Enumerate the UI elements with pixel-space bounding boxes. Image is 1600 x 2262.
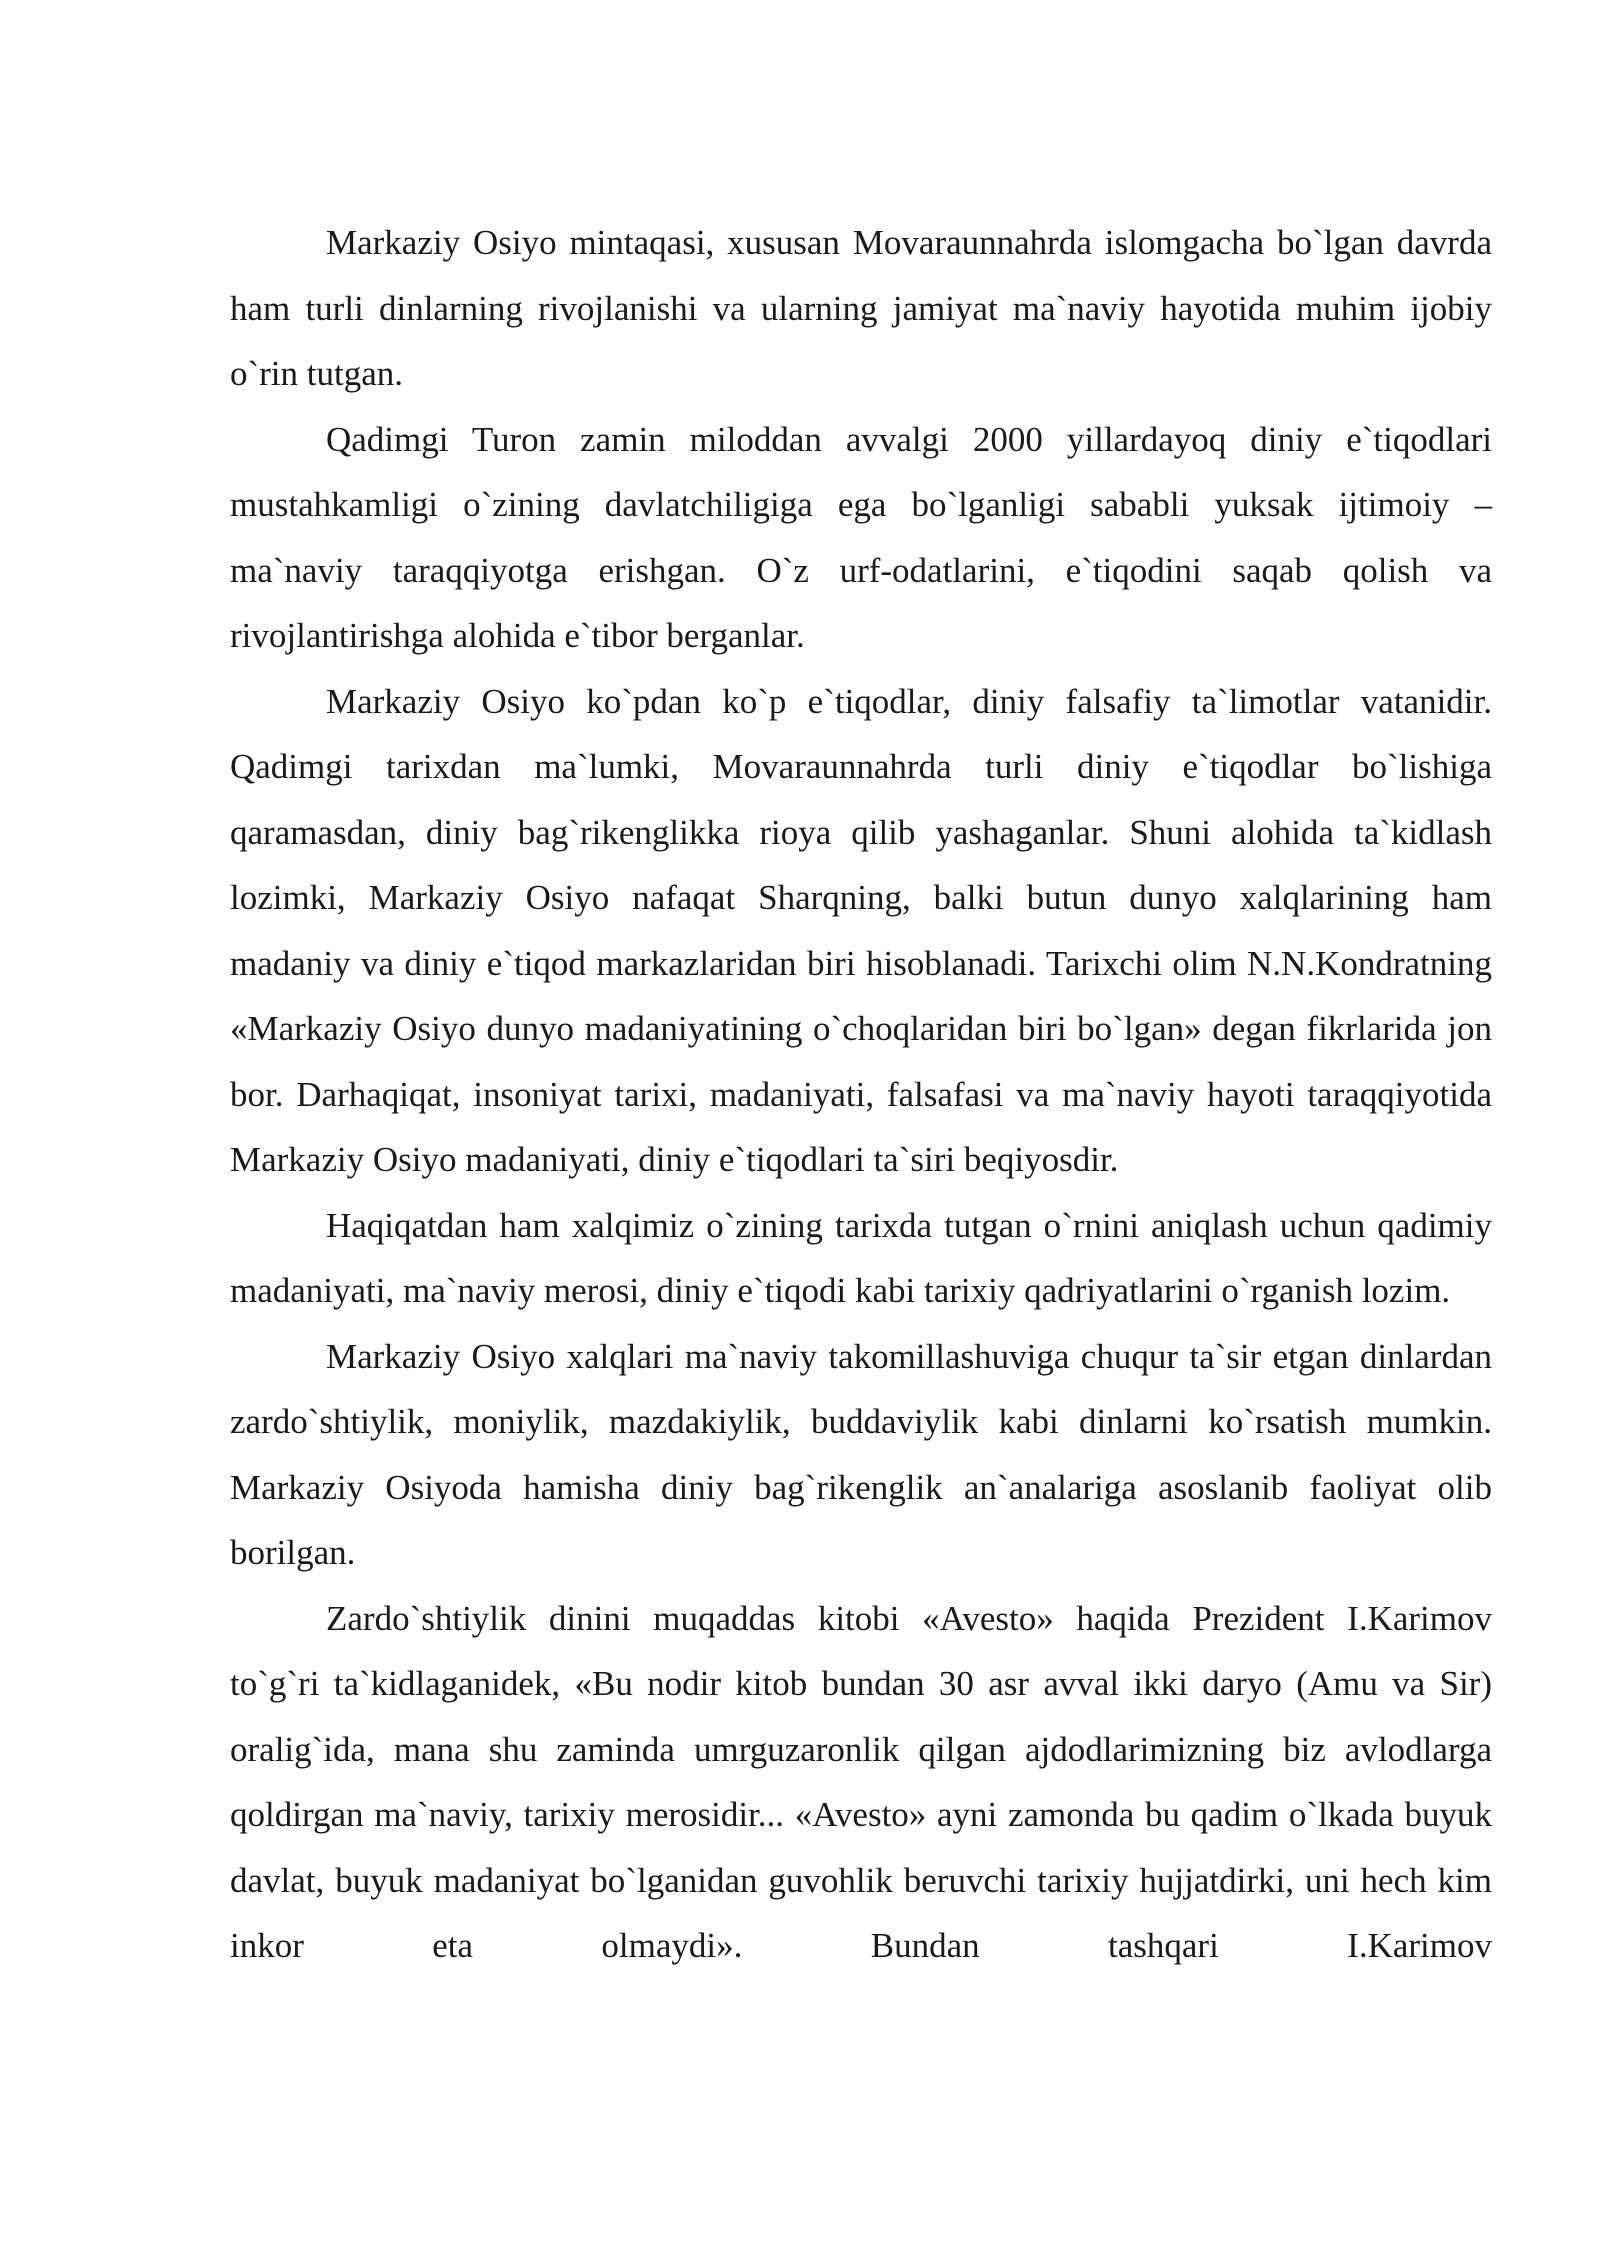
paragraph-4: Haqiqatdan ham xalqimiz o`zining tarixda tutgan o`rnini aniqlash uchun qadimiy madaniyati, ma`naviy merosi, diniy e`tiqodi kabi tarixiy qadriyatlarini o`rganish lozim. — [230, 1205, 1492, 1310]
paragraph-6: Zardo`shtiylik dinini muqaddas kitobi «Avesto» haqida Prezident I.Karimov to`g`ri ta`kidlaganidek, «Bu nodir kitob bundan 30 asr avval ikki daryo (Amu va Sir) oralig`ida, mana shu zaminda umrguzaronlik qilgan ajdodlarimizning biz avlodlarga qoldirgan ma`naviy, tarixiy merosidir... «Avesto» ayni zamonda bu qadim o`lkada buyuk davlat, buyuk madaniyat bo`lganidan guvohlik beruvchi tarixiy hujjatdirki, uni hech kim inkor eta olmaydi». Bundan tashqari I.Karimov — [230, 1598, 1492, 1965]
paragraph-3: Markaziy Osiyo ko`pdan ko`p e`tiqodlar, diniy falsafiy ta`limotlar vatanidir. Qadimgi tarixdan ma`lumki, Movaraunnahrda turli diniy e`tiqodlar bo`lishiga qaramasdan, diniy bag`rikenglikka rioya qilib yashaganlar. Shuni alohida ta`kidlash lozimki, Markaziy Osiyo nafaqat Sharqning, balki butun dunyo xalqlarining ham madaniy va diniy e`tiqod markazlaridan biri hisoblanadi. Tarixchi olim N.N.Kondratning «Markaziy Osiyo dunyo madaniyatining o`choqlaridan biri bo`lgan» degan fikrlarida jon bor. Darhaqiqat, insoniyat tarixi, madaniyati, falsafasi va ma`naviy hayoti taraqqiyotida Markaziy Osiyo madaniyati, diniy e`tiqodlari ta`siri beqiyosdir. — [230, 681, 1492, 1179]
paragraph-2: Qadimgi Turon zamin miloddan avvalgi 2000 yillardayoq diniy e`tiqodlari mustahkamligi o`zining davlatchiligiga ega bo`lganligi sababli yuksak ijtimoiy – ma`naviy taraqqiyotga erishgan. O`z urf-odatlarini, e`tiqodini saqab qolish va rivojlantirishga alohida e`tibor berganlar. — [230, 419, 1492, 655]
paragraph-1: Markaziy Osiyo mintaqasi, xususan Movaraunnahrda islomgacha bo`lgan davrda ham turli dinlarning rivojlanishi va ularning jamiyat ma`naviy hayotida muhim ijobiy o`rin tutgan. — [230, 223, 1492, 393]
paragraph-5: Markaziy Osiyo xalqlari ma`naviy takomillashuviga chuqur ta`sir etgan dinlardan zardo`shtiylik, moniylik, mazdakiylik, buddaviylik kabi dinlarni ko`rsatish mumkin. Markaziy Osiyoda hamisha diniy bag`rikenglik an`analariga asoslanib faoliyat olib borilgan. — [230, 1336, 1492, 1572]
document-body — [230, 210, 1492, 1979]
